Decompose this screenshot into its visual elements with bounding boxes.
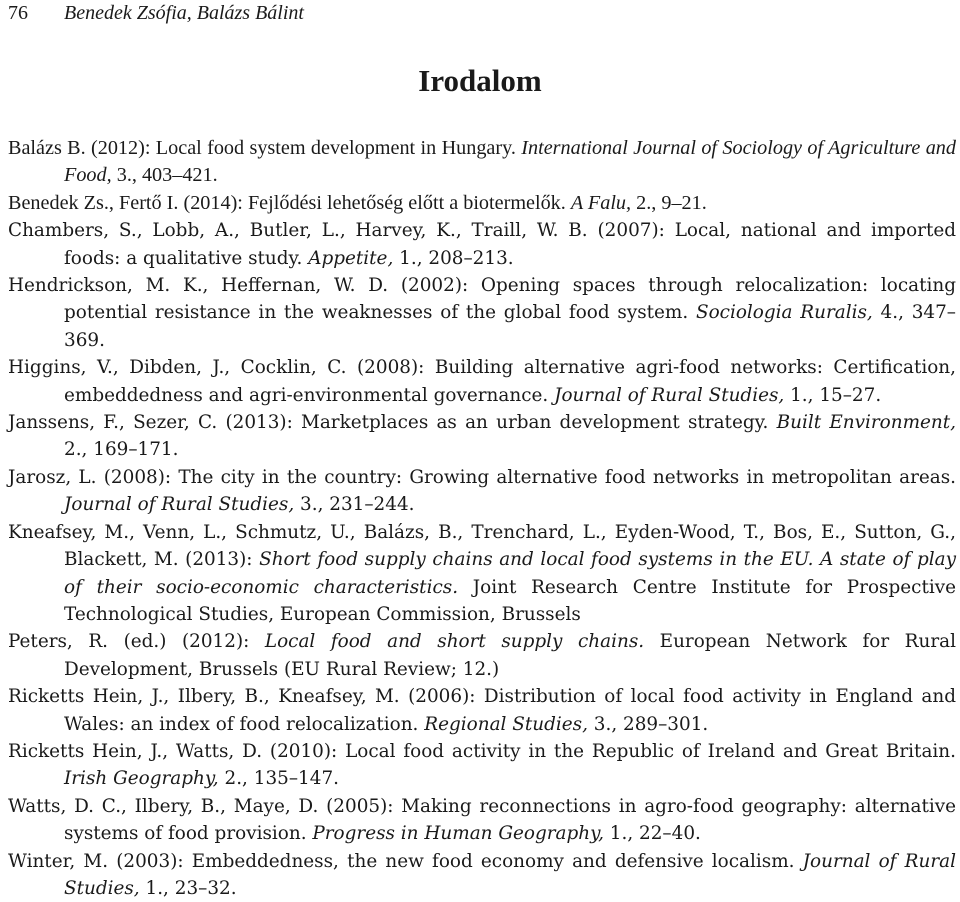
reference-source-italic: Journal of Rural Studies, [64,850,956,899]
reference-source-italic: Irish Geography, [64,768,219,790]
reference-text: Watts, D. C., Ilbery, B., Maye, D. (2005): Making reconnections in agro-food geography: alternative systems of food provision. [8,795,956,845]
reference-entry [8,464,956,519]
reference-entry [8,793,956,848]
reference-text: 1., 208–213. [393,247,514,269]
reference-text: Higgins, V., Dibden, J., Cocklin, C. (2008): Building alternative agri-food networks: Certification, embeddedness and agri-environmental governance. [8,357,956,406]
running-header [8,0,304,26]
reference-text: Joint Research Centre Institute for Prospective Technological Studies, European Commission, Brussels [64,576,956,625]
reference-source-italic: Journal of Rural Studies, [554,384,785,406]
reference-text: Winter, M. (2003): Embeddedness, the new food economy and defensive localism. [8,850,803,872]
reference-text: 2., 9–21. [631,191,707,214]
reference-list [8,135,956,902]
reference-entry [8,738,956,793]
reference-text: 4., 347–369. [64,302,956,351]
section-title: Irodalom [418,63,542,98]
reference-text: Chambers, S., Lobb, A., Butler, L., Harvey, K., Traill, W. B. (2007): Local, national and imported foods: a qualitative study. [8,220,956,269]
reference-source-italic: Local food and short supply chains. [264,631,645,653]
reference-text: 1., 22–40. [603,823,701,845]
reference-source-italic: International Journal of Sociology of Agriculture and Food, [64,137,956,187]
reference-text: Ricketts Hein, J., Watts, D. (2010): Local food activity in the Republic of Ireland and Great Britain. [8,740,956,762]
reference-entry [8,628,956,683]
reference-entry [8,848,956,902]
reference-source-italic: Progress in Human Geography, [312,823,604,845]
reference-entry [8,190,956,217]
reference-text: Janssens, F., Sezer, C. (2013): Marketplaces as an urban development strategy. [8,412,777,434]
reference-entry [8,409,956,464]
reference-source-italic: Short food supply chains and local food systems in the EU. A state of play of their socio-economic characteristics. [64,549,956,598]
reference-text: Balázs B. (2012): Local food system development in Hungary. [8,137,522,159]
reference-text: European Network for Rural Development, Brussels (EU Rural Review; 12.) [64,631,957,680]
reference-entry [8,217,956,272]
running-header-authors: Benedek Zsófia, Balázs Bálint [64,2,304,24]
reference-entry [8,354,956,409]
reference-text: Peters, R. (ed.) (2012): [8,631,265,653]
reference-text: Jarosz, L. (2008): The city in the country: Growing alternative food networks in metropolitan areas. [8,466,956,488]
reference-text: Ricketts Hein, J., Ilbery, B., Kneafsey, M. (2006): Distribution of local food activity in England and Wales: an index of food relocalization. [8,686,956,735]
reference-text: Benedek Zs., Fertő I. (2014): Fejlődési lehetőség előtt a biotermelők. [8,191,571,214]
reference-text: 1., 23–32. [139,877,237,899]
reference-entry [8,135,956,190]
reference-text: 2., 169–171. [64,439,179,461]
reference-text: 1., 15–27. [784,384,882,406]
reference-source-italic: Journal of Rural Studies, [64,494,295,516]
reference-source-italic: Sociologia Ruralis, [696,302,873,324]
reference-text: 2., 135–147. [218,768,339,790]
reference-text: Hendrickson, M. K., Heffernan, W. D. (2002): Opening spaces through relocalization: locating potential resistance in the weaknesses of the global food system. [8,275,956,324]
reference-text: 3., 231–244. [294,494,415,516]
reference-entry [8,272,956,354]
reference-entry [8,519,956,629]
reference-source-italic: Built Environment, [776,412,957,434]
reference-source-italic: A Falu, [570,191,632,214]
reference-entry [8,683,956,738]
reference-source-italic: Regional Studies, [424,713,588,735]
reference-source-italic: Appetite, [308,247,394,269]
page-number: 76 [8,2,28,24]
reference-text: Kneafsey, M., Venn, L., Schmutz, U., Balázs, B., Trenchard, L., Eyden-Wood, T., Bos, E., Sutton, G., Blackett, M. (2013): [8,521,956,571]
reference-text: 3., 289–301. [587,713,709,735]
reference-text: 3., 403–421. [111,164,218,187]
